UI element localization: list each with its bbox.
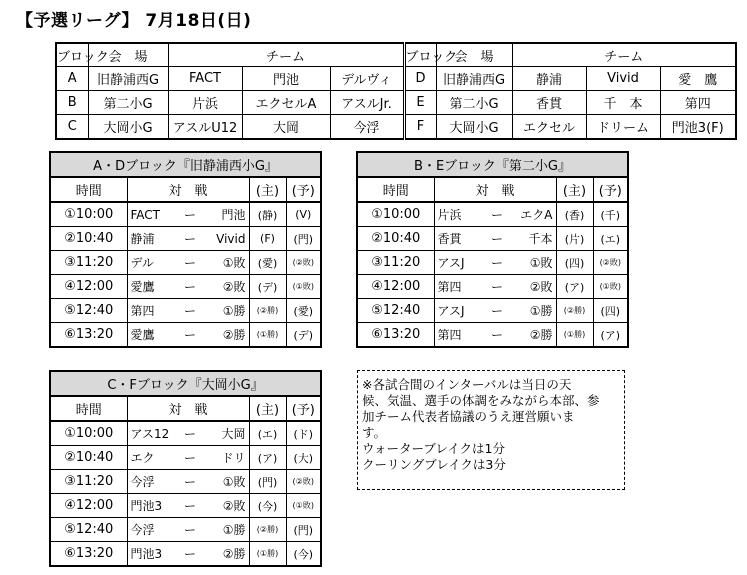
team-b: ①勝: [510, 299, 556, 323]
sub-referee: (①敗): [286, 275, 321, 299]
note-box: [357, 370, 625, 490]
team-cell: 片浜: [168, 91, 242, 115]
block-header: ブロック: [404, 43, 436, 67]
sub-referee: (②敗): [286, 251, 321, 275]
team-b: ②敗: [203, 275, 249, 299]
team-cell: デルヴィ: [330, 67, 404, 91]
note-line: ウォーターブレイクは1分: [362, 441, 505, 456]
team-b: 門池: [203, 202, 249, 227]
time-header: 時間: [357, 177, 434, 202]
sub-referee: (①敗): [593, 275, 628, 299]
team-a: 第四: [434, 275, 484, 299]
team-a: 門池3: [127, 542, 177, 567]
main-referee: (ア): [556, 275, 593, 299]
team-cell: 門池: [242, 67, 330, 91]
team-cell: 愛 鷹: [660, 67, 736, 91]
block-letter: B: [56, 91, 88, 115]
team-header: チーム: [512, 43, 736, 67]
main-referee: (ア): [249, 446, 286, 470]
match-row: [357, 275, 628, 299]
team-b: ①敗: [203, 470, 249, 494]
match-time: ④12:00: [50, 275, 127, 299]
sub-ref-header: (予): [593, 177, 628, 202]
block-letter: C: [56, 115, 88, 140]
sub-referee: (門): [286, 518, 321, 542]
match-time: ③11:20: [50, 470, 127, 494]
main-referee: (香): [556, 202, 593, 227]
team-b: 大岡: [203, 421, 249, 446]
team-a: 第四: [127, 299, 177, 323]
team-a: 今浮: [127, 518, 177, 542]
team-b: 千本: [510, 227, 556, 251]
team-b: ②敗: [510, 275, 556, 299]
versus-dash: ー: [177, 275, 203, 299]
team-header: チーム: [168, 43, 404, 67]
team-cell: 千 本: [586, 91, 660, 115]
team-b: ②勝: [510, 323, 556, 348]
match-row: [357, 202, 628, 227]
block-letter: E: [404, 91, 436, 115]
note-line: クーリングブレイクは3分: [362, 457, 506, 472]
versus-dash: ー: [177, 446, 203, 470]
match-row: [50, 518, 321, 542]
team-cell: ドリーム: [586, 115, 660, 140]
versus-dash: ー: [177, 323, 203, 348]
match-row: [357, 299, 628, 323]
sub-referee: (門): [286, 227, 321, 251]
match-row: [50, 275, 321, 299]
versus-dash: ー: [177, 494, 203, 518]
blocks-table: [55, 42, 737, 140]
versus-dash: ー: [177, 299, 203, 323]
team-cell: 第四: [660, 91, 736, 115]
schedule-table-be: [356, 151, 629, 348]
versus-dash: ー: [177, 251, 203, 275]
versus-dash: ー: [484, 227, 510, 251]
sub-referee: (ド): [286, 421, 321, 446]
team-a: アスJ: [434, 251, 484, 275]
match-row: [357, 251, 628, 275]
page-title: 【予選リーグ】 7月18日(日): [16, 11, 252, 31]
venue-header: 会 場: [88, 43, 168, 67]
main-referee: (F): [249, 227, 286, 251]
match-row: [50, 494, 321, 518]
team-b: ②勝: [203, 542, 249, 567]
match-header: 対 戦: [434, 177, 556, 202]
sub-referee: (四): [593, 299, 628, 323]
versus-dash: ー: [177, 470, 203, 494]
team-cell: FACT: [168, 67, 242, 91]
team-a: 門池3: [127, 494, 177, 518]
main-ref-header: (主): [556, 177, 593, 202]
match-time: ⑤12:40: [50, 518, 127, 542]
versus-dash: ー: [177, 227, 203, 251]
team-b: ②敗: [203, 494, 249, 518]
match-time: ②10:40: [50, 446, 127, 470]
team-cell: エクセル: [512, 115, 586, 140]
match-time: ⑤12:40: [357, 299, 434, 323]
versus-dash: ー: [177, 421, 203, 446]
sub-referee: (ア): [593, 323, 628, 348]
match-time: ③11:20: [50, 251, 127, 275]
match-time: ①10:00: [50, 202, 127, 227]
block-letter: F: [404, 115, 436, 140]
block-row: [56, 91, 736, 115]
match-header: 対 戦: [127, 396, 249, 421]
match-row: [50, 323, 321, 348]
team-a: 愛鷹: [127, 323, 177, 348]
match-header: 対 戦: [127, 177, 249, 202]
team-a: 第四: [434, 323, 484, 348]
team-a: 愛鷹: [127, 275, 177, 299]
match-time: ⑥13:20: [357, 323, 434, 348]
main-referee: (四): [556, 251, 593, 275]
team-a: 今浮: [127, 470, 177, 494]
match-row: [50, 470, 321, 494]
team-b: ドリ: [203, 446, 249, 470]
main-referee: (①勝): [249, 542, 286, 567]
sub-referee: (デ): [286, 323, 321, 348]
match-row: [357, 323, 628, 348]
match-time: ①10:00: [50, 421, 127, 446]
time-header: 時間: [50, 177, 127, 202]
block-row: [56, 115, 736, 140]
schedule-header-row: [50, 177, 321, 202]
team-cell: 香貫: [512, 91, 586, 115]
venue-cell: 旧静浦西G: [436, 67, 512, 91]
match-row: [357, 227, 628, 251]
team-cell: 今浮: [330, 115, 404, 140]
note-line: ※各試合間のインターバルは当日の天: [362, 377, 572, 392]
main-referee: (②勝): [249, 518, 286, 542]
venue-cell: 第二小G: [436, 91, 512, 115]
sub-referee: (②敗): [593, 251, 628, 275]
venue-cell: 第二小G: [88, 91, 168, 115]
schedule-title: B・Eブロック『第二小G』: [357, 152, 628, 177]
team-b: ②勝: [203, 323, 249, 348]
sub-referee: (②敗): [286, 470, 321, 494]
main-referee: (①勝): [556, 323, 593, 348]
match-time: ②10:40: [50, 227, 127, 251]
sub-referee: (愛): [286, 299, 321, 323]
main-referee: (今): [249, 494, 286, 518]
match-row: [50, 227, 321, 251]
venue-cell: 大岡小G: [88, 115, 168, 140]
schedule-header-row: [50, 396, 321, 421]
sub-ref-header: (予): [286, 396, 321, 421]
match-row: [50, 542, 321, 567]
versus-dash: ー: [177, 202, 203, 227]
sub-referee: (V): [286, 202, 321, 227]
team-cell: 大岡: [242, 115, 330, 140]
venue-cell: 旧静浦西G: [88, 67, 168, 91]
versus-dash: ー: [484, 323, 510, 348]
block-letter: D: [404, 67, 436, 91]
note-line: 加チーム代表者協議のうえ運営願いま: [362, 409, 575, 424]
versus-dash: ー: [177, 518, 203, 542]
versus-dash: ー: [484, 202, 510, 227]
sub-ref-header: (予): [286, 177, 321, 202]
team-cell: 門池3(F): [660, 115, 736, 140]
team-cell: アスルU12: [168, 115, 242, 140]
blocks-header-row: [56, 43, 736, 67]
match-time: ④12:00: [50, 494, 127, 518]
venue-header: 会 場: [436, 43, 512, 67]
sub-referee: (大): [286, 446, 321, 470]
versus-dash: ー: [484, 275, 510, 299]
main-referee: (愛): [249, 251, 286, 275]
schedule-header-row: [357, 177, 628, 202]
match-time: ①10:00: [357, 202, 434, 227]
match-row: [50, 446, 321, 470]
main-referee: (門): [249, 470, 286, 494]
match-row: [50, 421, 321, 446]
match-row: [50, 299, 321, 323]
sub-referee: (①敗): [286, 494, 321, 518]
match-row: [50, 202, 321, 227]
block-header: ブロック: [56, 43, 88, 67]
main-referee: (静): [249, 202, 286, 227]
team-b: Vivid: [203, 227, 249, 251]
match-time: ⑥13:20: [50, 323, 127, 348]
match-time: ②10:40: [357, 227, 434, 251]
team-a: 香貫: [434, 227, 484, 251]
main-ref-header: (主): [249, 396, 286, 421]
team-cell: エクセルA: [242, 91, 330, 115]
match-time: ⑤12:40: [50, 299, 127, 323]
team-cell: Vivid: [586, 67, 660, 91]
main-referee: (片): [556, 227, 593, 251]
team-a: エク: [127, 446, 177, 470]
schedule-title: C・Fブロック『大岡小G』: [50, 371, 321, 396]
match-time: ③11:20: [357, 251, 434, 275]
team-a: 片浜: [434, 202, 484, 227]
team-a: アス12: [127, 421, 177, 446]
main-referee: (デ): [249, 275, 286, 299]
team-a: デル: [127, 251, 177, 275]
main-referee: (①勝): [249, 323, 286, 348]
team-b: ①勝: [203, 299, 249, 323]
main-referee: (②勝): [556, 299, 593, 323]
main-ref-header: (主): [249, 177, 286, 202]
versus-dash: ー: [484, 251, 510, 275]
sub-referee: (エ): [593, 227, 628, 251]
team-cell: アスルJr.: [330, 91, 404, 115]
team-a: 静浦: [127, 227, 177, 251]
time-header: 時間: [50, 396, 127, 421]
note-line: す。: [362, 425, 387, 440]
team-cell: 静浦: [512, 67, 586, 91]
team-a: アスJ: [434, 299, 484, 323]
schedule-title: A・Dブロック『旧静浦西小G』: [50, 152, 321, 177]
match-row: [50, 251, 321, 275]
main-referee: (エ): [249, 421, 286, 446]
sub-referee: (今): [286, 542, 321, 567]
venue-cell: 大岡小G: [436, 115, 512, 140]
main-referee: (②勝): [249, 299, 286, 323]
versus-dash: ー: [177, 542, 203, 567]
note-line: 候、気温、選手の体調をみながら本部、参: [362, 393, 600, 408]
schedule-table-cf: [49, 370, 322, 567]
block-row: [56, 67, 736, 91]
versus-dash: ー: [484, 299, 510, 323]
match-time: ⑥13:20: [50, 542, 127, 567]
team-b: エクA: [510, 202, 556, 227]
sub-referee: (千): [593, 202, 628, 227]
team-b: ①勝: [203, 518, 249, 542]
team-a: FACT: [127, 202, 177, 227]
match-time: ④12:00: [357, 275, 434, 299]
team-b: ①敗: [510, 251, 556, 275]
team-b: ①敗: [203, 251, 249, 275]
schedule-table-ad: [49, 151, 322, 348]
block-letter: A: [56, 67, 88, 91]
